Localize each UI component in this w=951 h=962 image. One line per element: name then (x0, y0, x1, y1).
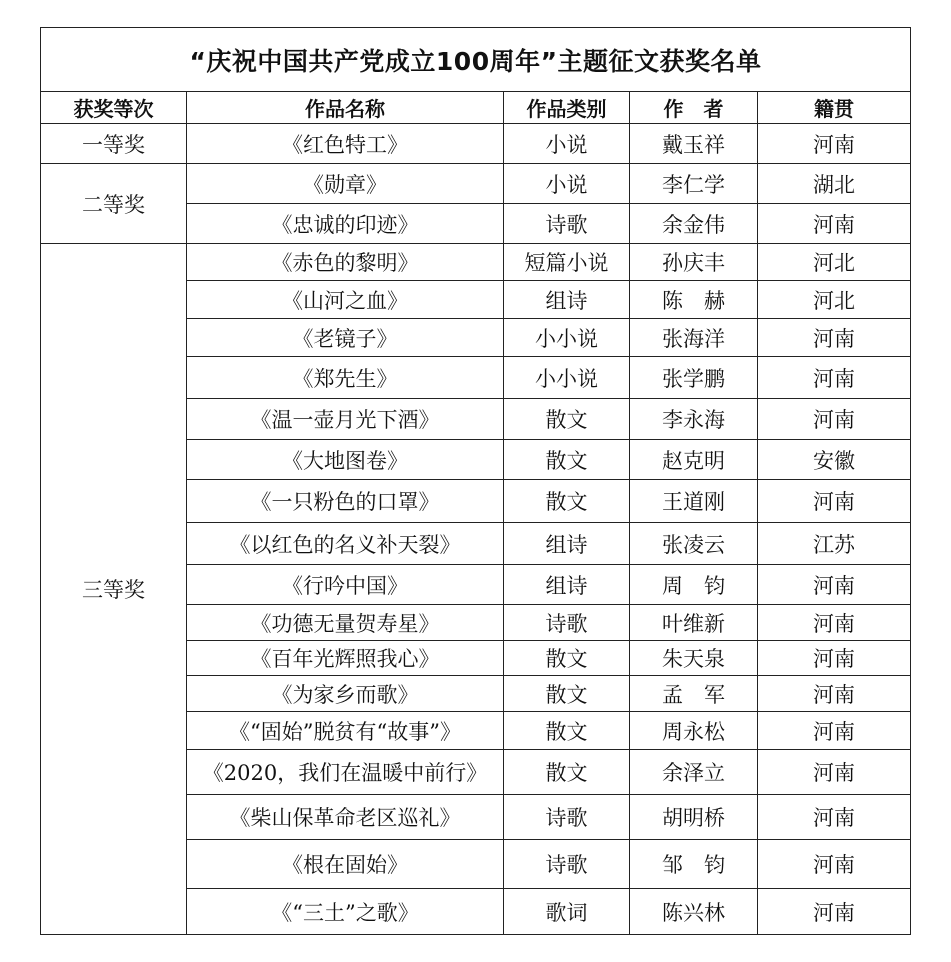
header-work: 作品名称 (187, 92, 504, 124)
award-level: 三等奖 (41, 244, 187, 935)
work-title: 《以红色的名义补天裂》 (187, 523, 504, 565)
author-name: 李仁学 (630, 164, 758, 204)
header-author: 作 者 (630, 92, 758, 124)
native-place: 河南 (758, 565, 911, 605)
author-name: 王道刚 (630, 480, 758, 523)
work-title: 《赤色的黎明》 (187, 244, 504, 281)
work-title: 《“固始”脱贫有“故事”》 (187, 712, 504, 750)
work-category: 小说 (504, 124, 630, 164)
work-title: 《柴山保革命老区巡礼》 (187, 795, 504, 840)
work-title: 《山河之血》 (187, 281, 504, 319)
award-list-document (40, 27, 910, 935)
native-place: 湖北 (758, 164, 911, 204)
native-place: 河南 (758, 357, 911, 399)
native-place: 河南 (758, 840, 911, 889)
work-category: 散文 (504, 750, 630, 795)
author-name: 叶维新 (630, 605, 758, 641)
author-name: 李永海 (630, 399, 758, 440)
work-title: 《行吟中国》 (187, 565, 504, 605)
work-category: 散文 (504, 399, 630, 440)
native-place: 安徽 (758, 440, 911, 480)
work-category: 组诗 (504, 523, 630, 565)
title-row (41, 28, 911, 92)
work-title: 《2020，我们在温暖中前行》 (187, 750, 504, 795)
native-place: 河北 (758, 281, 911, 319)
work-category: 小小说 (504, 357, 630, 399)
author-name: 邹 钧 (630, 840, 758, 889)
work-category: 组诗 (504, 565, 630, 605)
header-level: 获奖等次 (41, 92, 187, 124)
work-category: 散文 (504, 440, 630, 480)
table-row (41, 164, 911, 204)
award-level: 一等奖 (41, 124, 187, 164)
work-category: 小说 (504, 164, 630, 204)
author-name: 胡明桥 (630, 795, 758, 840)
native-place: 河南 (758, 399, 911, 440)
work-title: 《根在固始》 (187, 840, 504, 889)
work-category: 散文 (504, 676, 630, 712)
author-name: 张凌云 (630, 523, 758, 565)
author-name: 周 钧 (630, 565, 758, 605)
work-title: 《“三土”之歌》 (187, 889, 504, 935)
native-place: 河南 (758, 124, 911, 164)
author-name: 赵克明 (630, 440, 758, 480)
author-name: 余泽立 (630, 750, 758, 795)
work-category: 诗歌 (504, 840, 630, 889)
author-name: 孟 军 (630, 676, 758, 712)
work-title: 《百年光辉照我心》 (187, 641, 504, 676)
work-category: 散文 (504, 480, 630, 523)
work-title: 《红色特工》 (187, 124, 504, 164)
native-place: 河南 (758, 641, 911, 676)
author-name: 朱天泉 (630, 641, 758, 676)
table-row (41, 244, 911, 281)
native-place: 河南 (758, 795, 911, 840)
native-place: 河南 (758, 480, 911, 523)
author-name: 张海洋 (630, 319, 758, 357)
native-place: 河南 (758, 319, 911, 357)
table-row (41, 124, 911, 164)
native-place: 河南 (758, 750, 911, 795)
work-title: 《大地图卷》 (187, 440, 504, 480)
work-title: 《一只粉色的口罩》 (187, 480, 504, 523)
author-name: 张学鹏 (630, 357, 758, 399)
native-place: 河南 (758, 676, 911, 712)
work-title: 《温一壶月光下酒》 (187, 399, 504, 440)
work-category: 诗歌 (504, 795, 630, 840)
author-name: 孙庆丰 (630, 244, 758, 281)
work-category: 歌词 (504, 889, 630, 935)
header-category: 作品类别 (504, 92, 630, 124)
work-category: 诗歌 (504, 605, 630, 641)
work-category: 组诗 (504, 281, 630, 319)
native-place: 江苏 (758, 523, 911, 565)
author-name: 周永松 (630, 712, 758, 750)
work-title: 《为家乡而歌》 (187, 676, 504, 712)
native-place: 河北 (758, 244, 911, 281)
native-place: 河南 (758, 204, 911, 244)
header-row (41, 92, 911, 124)
author-name: 陈 赫 (630, 281, 758, 319)
author-name: 余金伟 (630, 204, 758, 244)
work-category: 散文 (504, 712, 630, 750)
award-table (40, 27, 911, 935)
native-place: 河南 (758, 712, 911, 750)
document-title: “庆祝中国共产党成立100周年”主题征文获奖名单 (41, 28, 911, 92)
header-origin: 籍贯 (758, 92, 911, 124)
author-name: 陈兴林 (630, 889, 758, 935)
award-level: 二等奖 (41, 164, 187, 244)
author-name: 戴玉祥 (630, 124, 758, 164)
work-category: 小小说 (504, 319, 630, 357)
native-place: 河南 (758, 605, 911, 641)
work-title: 《郑先生》 (187, 357, 504, 399)
native-place: 河南 (758, 889, 911, 935)
work-title: 《忠诚的印迹》 (187, 204, 504, 244)
work-category: 短篇小说 (504, 244, 630, 281)
work-category: 诗歌 (504, 204, 630, 244)
work-category: 散文 (504, 641, 630, 676)
work-title: 《功德无量贺寿星》 (187, 605, 504, 641)
work-title: 《老镜子》 (187, 319, 504, 357)
work-title: 《勋章》 (187, 164, 504, 204)
